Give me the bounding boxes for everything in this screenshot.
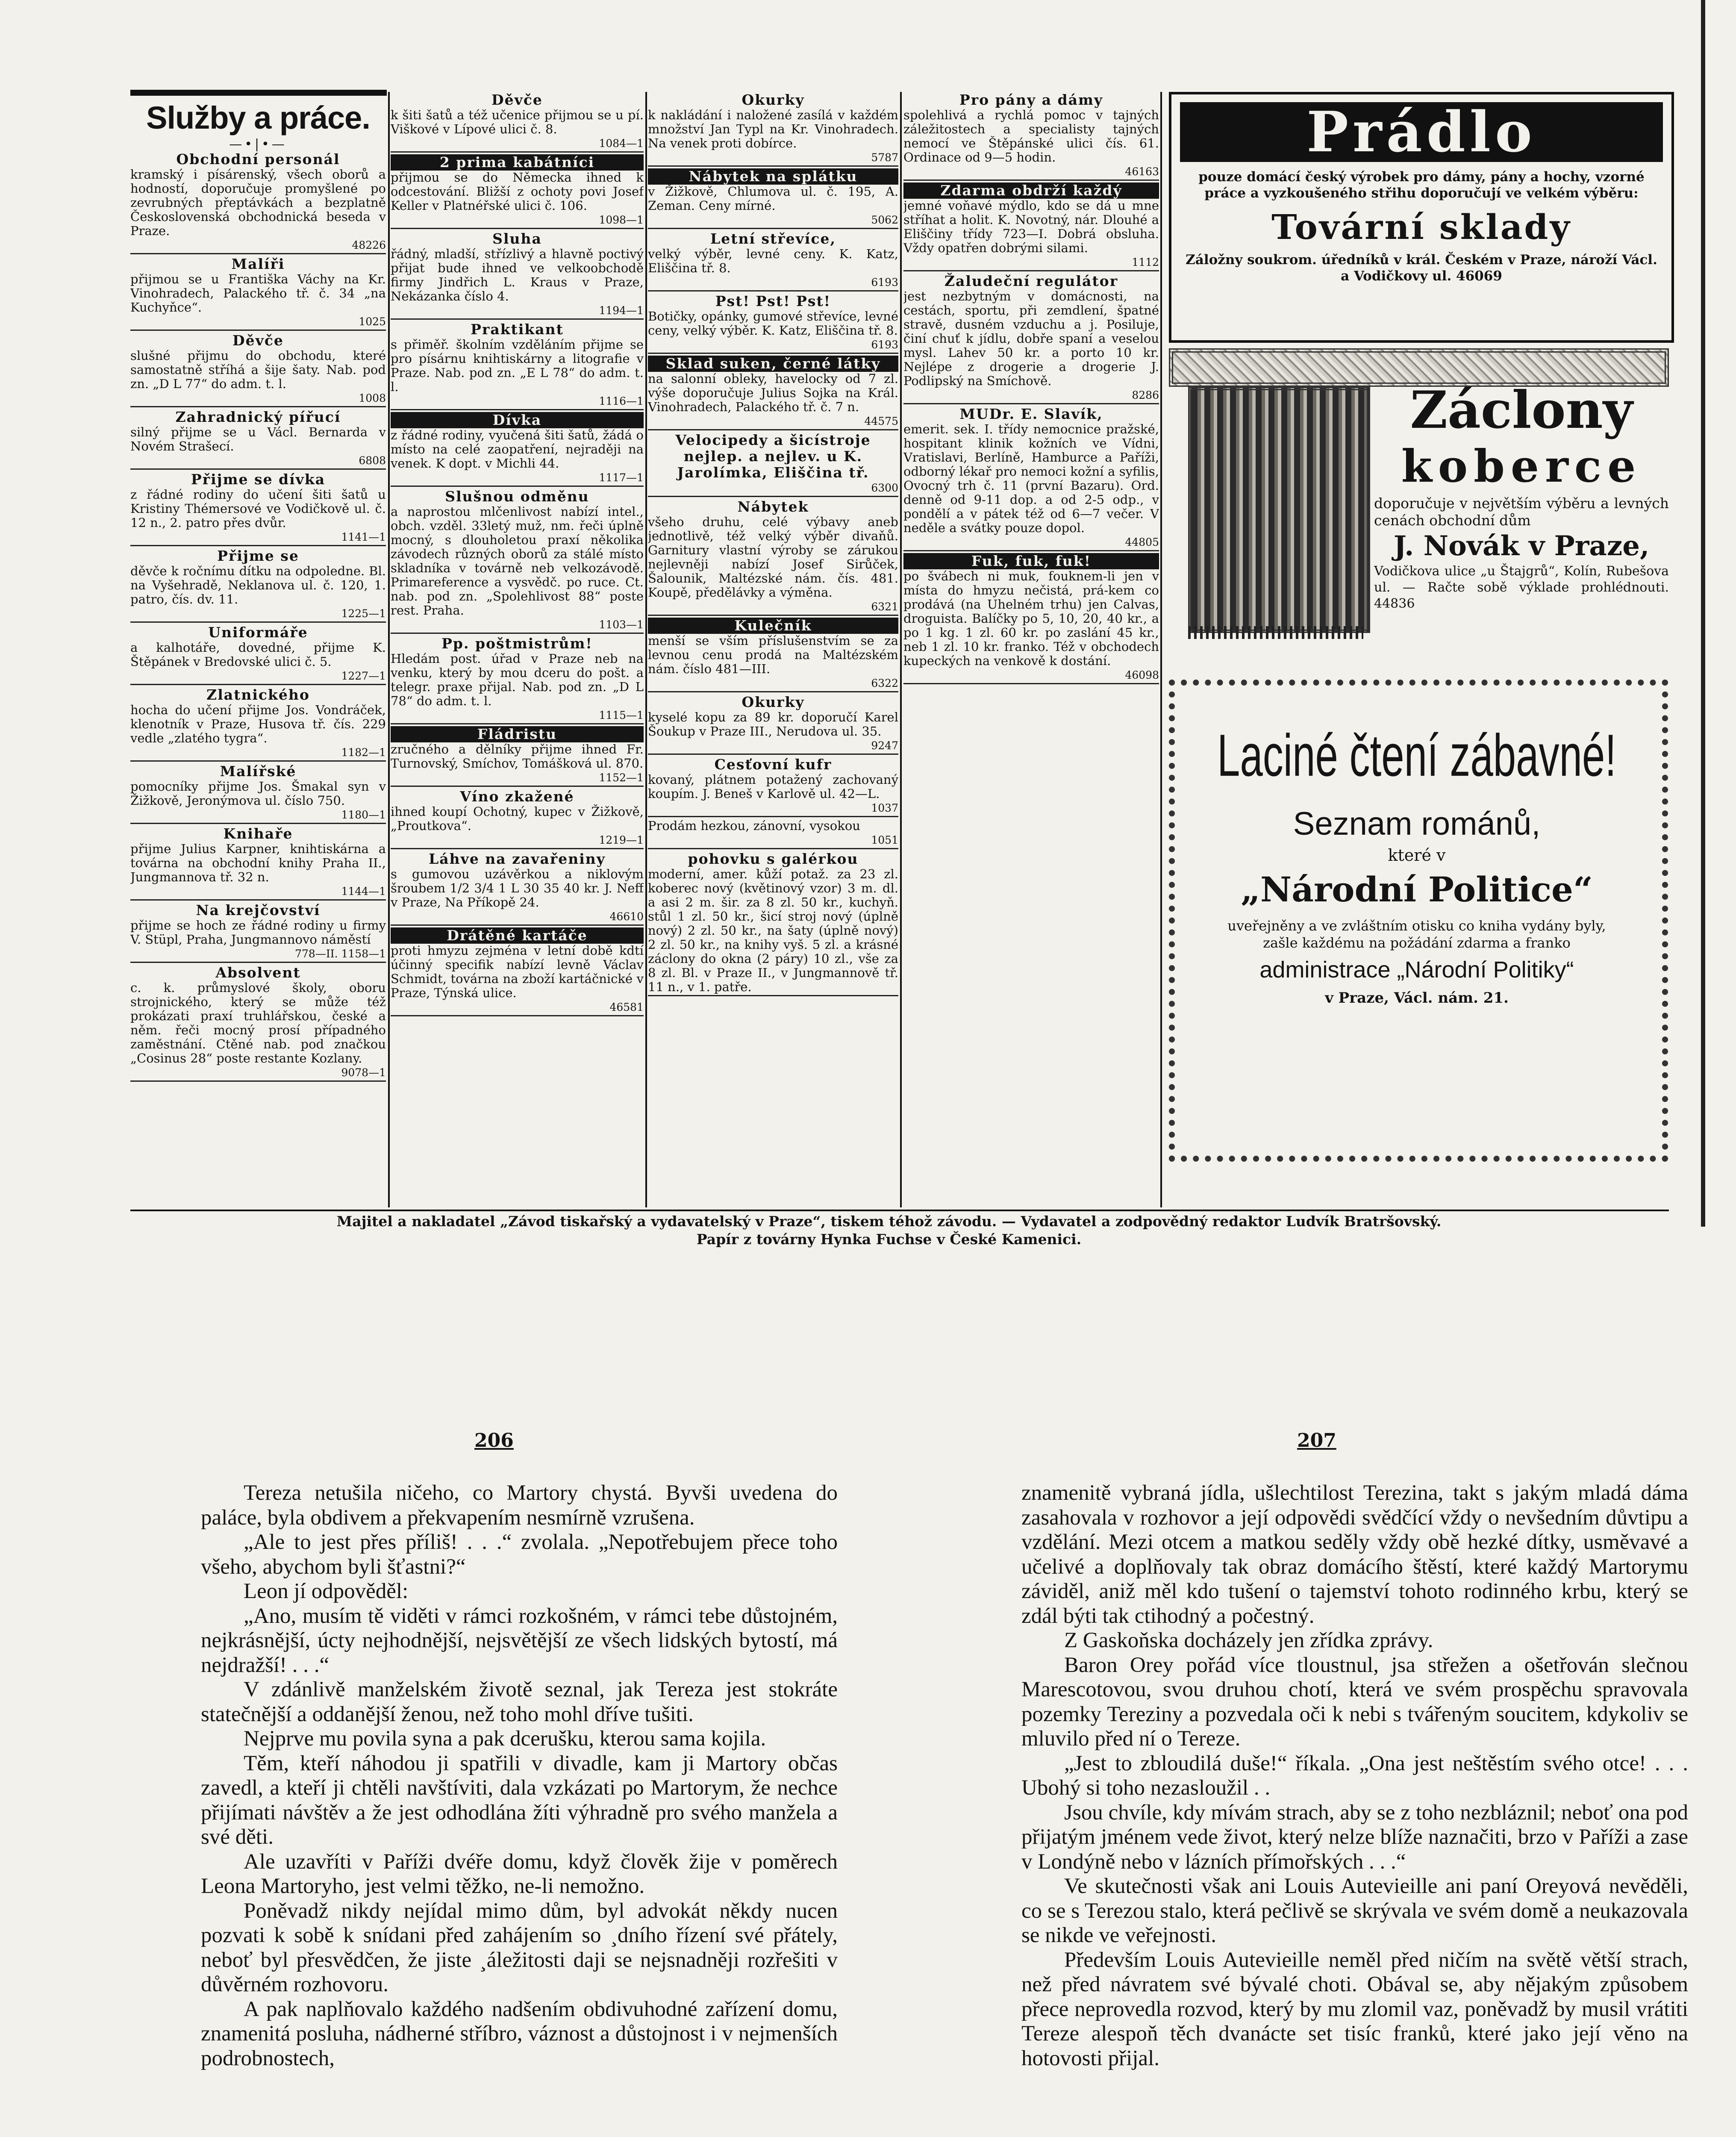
- classified-ad: [130, 256, 386, 331]
- ad-number: 44575: [864, 415, 898, 427]
- paragraph: znamenitě vybraná jídla, ušlechtilost Terezina, takt s jakým mladá dáma zasahovala v rozhovor a její odpovědi svědčící vždy o nevšedním důvtipu a vzdělání. Mezi otcem a matkou seděly vždy obě hezké dítky, usměvavé a učelivé a doplňovaly tak obraz domácího štěstí, které každý Martorymu záviděl, aniž měl kdo tušení o tajemství tohoto rodinného krbu, který se zdál býti tak ctihodný a počestný.: [1021, 1481, 1688, 1628]
- ad-heading: Obchodní personál: [176, 151, 340, 168]
- classified-ad: [903, 406, 1159, 551]
- classified-ad: [130, 471, 386, 546]
- footer-rule: [130, 1210, 1669, 1211]
- ad-body: přijmou se u Františka Váchy na Kr. Vinohradech, Palackého tř. č. 34 „na Kuchyňce“.: [130, 272, 386, 315]
- ad-heading: Sluha: [492, 230, 542, 247]
- cteni-ad: [1197, 709, 1637, 1128]
- ad-body: děvče k ročnímu dítku na odpoledne. Bl. na Vyšehradě, Neklanova ul. č. 120, 1. patro, čís. dv. 11.: [130, 564, 386, 606]
- paragraph: A pak naplňovalo každého nadšením obdivuhodné zařízení domu, znamenitá posluha, nádherné stříbro, váznost a důstojnost i v nejmenších podrobnostech,: [201, 1997, 838, 2070]
- zaclony-addr-text: Vodičkova ulice „u Štajgrů“, Kolín, Rubešova ul. — Račte sobě výklade prohlédnouti.: [1374, 564, 1669, 595]
- ad-number: 1152—1: [599, 771, 644, 784]
- cteni-text: uveřejněny a ve zvláštním otisku co kniha vydány byly, zašle každému na požádání zdarma a franko: [1227, 918, 1606, 951]
- classified-ad: [648, 168, 898, 229]
- ad-heading: Nábytek na splátku: [648, 168, 898, 185]
- classified-ad: [130, 902, 386, 963]
- ad-number: 6300: [871, 482, 898, 494]
- cteni-title: Laciné čtení zábavné!: [1217, 722, 1616, 789]
- ads-column-2: [391, 92, 644, 1203]
- classified-ad: [391, 92, 644, 153]
- ad-number: 1112: [1132, 256, 1159, 268]
- ad-body: proti hmyzu zejména v letní době kdtí účinný specifik nabízí levně Václav Schmidt, továrna na zboží kartáčnické v Praze, Týnská ulice.: [391, 943, 644, 1000]
- classified-ad: [648, 92, 898, 167]
- paragraph: Z Gaskoňska docházely jen zřídka zprávy.: [1064, 1628, 1433, 1652]
- classified-list: [648, 92, 898, 996]
- cteni-admin: administrace „Národní Politiky“: [1259, 957, 1574, 983]
- ad-number: 46163: [1125, 165, 1159, 178]
- zaclony-title: Záclony: [1410, 380, 1633, 440]
- ad-number: 1180—1: [341, 809, 386, 821]
- ad-body: menší se vším příslušenstvím se za levnou cenu prodá na Maltézském nám. číslo 481—III.: [648, 633, 898, 676]
- ad-heading: Okurky: [741, 92, 805, 108]
- classified-ad: [391, 321, 644, 410]
- ad-body: spolehlivá a rychlá pomoc v tajných záležitostech a specialisty tajných nemocí ve Štěpánské ulici čís. 61. Ordinace od 9—5 hodin.: [903, 108, 1159, 165]
- ad-number: 1098—1: [599, 214, 644, 226]
- koberce-title: koberce: [1401, 440, 1642, 492]
- ad-number: 8286: [1132, 389, 1159, 401]
- ad-body: zručného a dělníky přijme ihned Fr. Turnovský, Smíchov, Tomášková ul. 870.: [391, 742, 644, 771]
- classified-ad: [648, 694, 898, 755]
- ad-body: v Žižkově, Chlumova ul. č. 195, A. Zeman. Ceny mírné.: [648, 184, 898, 213]
- zaclony-addr: [1374, 563, 1669, 612]
- ad-number: 1115—1: [599, 709, 644, 721]
- ad-heading: Drátěné kartáče: [391, 927, 644, 944]
- classified-ad: [391, 154, 644, 229]
- classified-ad: [391, 851, 644, 926]
- ad-body: s přiměř. školním vzděláním přijme se pro písárnu knihtiskárny a litografie v Praze. Nab. pod zn. „E L 78“ do adm. t. l.: [391, 337, 644, 394]
- classified-ad: [648, 618, 898, 692]
- ad-heading: Zlatnického: [206, 686, 310, 703]
- classified-ad: [130, 965, 386, 1082]
- imprint-line-1: Majitel a nakladatel „Závod tiskařský a vydavatelský v Praze“, tiskem téhož závodu. — Vydavatel a zodpovědný redaktor Ludvík Bratršovský.: [336, 1213, 1442, 1230]
- ad-heading: Pro pány a dámy: [959, 92, 1103, 108]
- ad-body: z řádné rodiny do učení šiti šatů u Kristiny Thémersové ve Vodičkově ul. č. 12 n., 2. patro přes dvůr.: [130, 487, 386, 530]
- zaclony-text-block: [1374, 380, 1669, 641]
- ad-body: po švábech ni muk, fouknem-li jen v místa do hmyzu nečistá, prá-kem co prodává (na Uhelném trhu) jen Calvas, droguista. Balíčky po 5, 10, 20, 40 kr., a po 1 kg. 1 zl. 60 kr. po zaslání 45 kr., neb 1 zl. 10 kr. franko. Též v obchodech kupeckých na venkově k dostání.: [903, 569, 1159, 668]
- classified-ad: [130, 624, 386, 685]
- classified-ad: [391, 489, 644, 634]
- ad-body: s gumovou uzávěrkou a niklovým šroubem 1/2 3/4 1 L 30 35 40 kr. J. Neff v Praze, Na Příkopě 24.: [391, 867, 644, 910]
- ad-heading: Dívka: [391, 412, 644, 428]
- ad-heading: Přijme se dívka: [191, 471, 326, 488]
- section-title: Služby a práce.: [146, 100, 370, 135]
- zaclony-number: 44836: [1374, 596, 1415, 611]
- ad-body: c. k. průmyslové školy, oboru strojnického, který se může též prokázati praxí truhlářskou, české a něm. řeči mocný prosí případného zaměstnání. Ctěné nab. pod značkou „Cosinus 28“ poste restante Kozlany.: [130, 980, 386, 1066]
- classified-list: [130, 151, 386, 1082]
- classified-ad: [391, 789, 644, 849]
- ad-body: hocha do učení přijme Jos. Vondráček, klenotník v Praze, Husova tř. čís. 229 vedle „zlatého tygra“.: [130, 703, 386, 745]
- ad-body: silný přijme se u Václ. Bernarda v Novém Strašecí.: [130, 425, 386, 453]
- ad-number: 6193: [871, 339, 898, 351]
- ad-number: 1037: [871, 802, 898, 814]
- ad-heading: Děvče: [232, 332, 284, 349]
- ad-heading: Malířské: [220, 763, 297, 780]
- ad-heading: Víno zkažené: [460, 788, 574, 805]
- paragraph: Nejprve mu povila syna a pak dcerušku, kterou sama kojila.: [244, 1727, 766, 1751]
- ad-number: 46098: [1125, 669, 1159, 681]
- ad-body: Prodám hezkou, zánovní, vysokou: [648, 818, 860, 833]
- ad-heading: Velocipedy a šicístroje nejlep. a nejlev. u K. Jarolímka, Eliščina tř.: [675, 432, 871, 481]
- paragraph: Tereza netušila ničeho, co Martory chystá. Byvši uvedena do paláce, byla obdivem a překvapením nesmírně vzrušena.: [201, 1481, 838, 1530]
- paragraph: Poněvadž nikdy nejídal mimo dům, byl advokát někdy nucen pozvati k sobě k snídani před zahájením so ¸dního řízení své přátely, neboť byl přesvědčen, že jiste ¸áležitosti daji se nejsnadněji rozřešiti v důvěrném rozhovoru.: [201, 1899, 838, 1996]
- ad-number: 778—II. 1158—1: [295, 948, 386, 960]
- classified-ad: [648, 293, 898, 354]
- paragraph: Baron Orey pořád více tloustnul, jsa střežen a ošetřován slečnou Marescotovou, svou druhou chotí, která ve svém prospěchu spravovala pozemky Tereziny a pozvedala oči k nebi s tvářeným soucitem, kdykoliv se mluvilo před ní o Tereze.: [1021, 1653, 1688, 1751]
- classified-ad: [903, 553, 1159, 684]
- classified-ad: [391, 726, 644, 787]
- paragraph: Ale uzavříti v Paříži dvéře domu, když člověk žije v poměrech Leona Martoryho, jest velmi těžko, ne-li nemožno.: [201, 1849, 838, 1898]
- paragraph: „Ano, musím tě viděti v rámci rozkošném, v rámci tebe důstojném, nejkrásnější, úcty nejhodnější, nejsvětější ze všech lidských bytostí, má nejdražší! . . .“: [201, 1604, 838, 1677]
- carpet-fringe: [1188, 626, 1363, 639]
- classified-ad: [130, 826, 386, 901]
- ad-number: 9247: [871, 739, 898, 752]
- ad-heading: Absolvent: [215, 964, 301, 981]
- ornament: —•|•—: [229, 137, 287, 152]
- ad-heading: Děvče: [491, 92, 543, 108]
- ad-number: 1182—1: [341, 746, 386, 759]
- classified-ad: [391, 412, 644, 487]
- ad-heading: Fládristu: [391, 726, 644, 742]
- ad-body: přijme Julius Karpner, knihtiskárna a továrna na obchodní knihy Praha II., Jungmannova tř. 32 n.: [130, 842, 386, 884]
- book-page-left: [201, 1481, 838, 2137]
- ad-heading: Okurky: [741, 694, 805, 710]
- classified-ad: [903, 92, 1159, 181]
- ad-heading: Cesťovní kufr: [714, 756, 832, 773]
- ad-body: k nakládání i naložené zasílá v každém množství Jan Typl na Kr. Vinohradech. Na venek proti dobírce.: [648, 108, 898, 150]
- page-number-left: 206: [474, 1430, 514, 1451]
- ad-heading: Knihaře: [223, 825, 293, 842]
- ad-number: 6808: [359, 454, 386, 467]
- ad-number: 1141—1: [341, 531, 386, 543]
- ad-number: 1194—1: [599, 304, 644, 317]
- ad-body: moderní, amer. kůží potaž. za 23 zl. koberec nový (květinový vzor) 3 m. dl. a asi 2 m. šir. za 8 zl. 50 kr., kuchyň. stůl 1 zl. 50 kr., šicí stroj nový (úplně nový) 2 zl. 50 kr., na šaty (úplně nový) 2 zl. 50 kr., na knihy vyš. 5 zl. a krásné záclony do okna (2 páry) 10 zl., vše za 8 zl. Bl. v Praze II., v Jungmannově tř. 11 n., v 1. patře.: [648, 867, 898, 994]
- classified-ad: [648, 432, 898, 497]
- ad-heading: Slušnou odměnu: [445, 488, 589, 505]
- classified-ad: [130, 687, 386, 762]
- ad-heading: Pp. poštmistrům!: [441, 635, 593, 652]
- ad-number: 1008: [359, 392, 386, 404]
- ad-number: 1025: [359, 315, 386, 328]
- pradlo-number: 46069: [1456, 268, 1502, 284]
- ad-body: a kalhotáře, dovedné, přijme K. Štěpánek v Bredovské ulici č. 5.: [130, 640, 386, 669]
- ad-heading: Letní střevíce,: [710, 230, 836, 247]
- ad-heading: Kulečník: [648, 618, 898, 634]
- ad-number: 5787: [871, 151, 898, 164]
- ad-number: 5062: [871, 214, 898, 226]
- ad-heading: MUDr. E. Slavík,: [959, 406, 1103, 422]
- pradlo-ad: [1169, 92, 1674, 343]
- ad-body: velký výběr, levné ceny. K. Katz, Eliščina tř. 8.: [648, 247, 898, 275]
- classified-ad: [130, 333, 386, 407]
- column-divider: [388, 92, 390, 1207]
- ads-column-3: [648, 92, 898, 1203]
- classified-list: [391, 92, 644, 1016]
- classified-list: [903, 92, 1159, 684]
- ad-body: a naprostou mlčenlivost nabízí intel., obch. vzděl. 33letý muž, nm. řeči úplně mocný, s dlouholetou praxí několika závodech různých oborů za stálé místo skladníka v továrně neb velkozávodě. Primareference a vysvědč. po ruce. Ct. nab. pod zn. „Spolehlivost 88“ poste rest. Praha.: [391, 504, 644, 618]
- paragraph: Jsou chvíle, kdy mívám strach, aby se z toho nezbláznil; neboť ona pod přijatým jménem vede život, který nelze blíže naznačiti, brzo v Paříži a zase v Londýně nebo v lázních přímořských . . .“: [1021, 1800, 1688, 1874]
- imprint-line-2: Papír z továrny Hynka Fuchse v České Kamenici.: [696, 1231, 1082, 1248]
- ad-number: 1103—1: [599, 618, 644, 631]
- pradlo-foot: [1182, 252, 1661, 284]
- ad-number: 1144—1: [341, 885, 386, 898]
- ad-body: emerit. sek. I. třídy nemocnice pražské, hospitant klinik kožních ve Vídni, Vratislavi, Berlíně, Hamburce a Paříži, odborný lékař pro nemoci kožní a syfilis, Ovocný trh č. 11 (první Bazaru). Ord. denně od 9-11 dop. a od 2-5 odp., v pondělí a v pátek též od 6—7 večer. V neděle a svátky pouze dopol.: [903, 422, 1159, 535]
- classified-ad: [130, 548, 386, 623]
- classified-ad: [648, 499, 898, 616]
- ad-number: 46610: [609, 910, 644, 923]
- classified-ad: [903, 182, 1159, 271]
- classified-ad: [130, 763, 386, 824]
- classified-ad: [903, 273, 1159, 404]
- paragraph: V zdánlivě manželském životě seznal, jak Tereza jest stokráte statečnější a oddanější ženou, než toho mohl dříve tušiti.: [201, 1678, 838, 1726]
- ad-number: 1051: [871, 834, 898, 846]
- ad-body: z řádné rodiny, vyučená šiti šatů, žádá o místo na celé zaopatření, nejraději na venek. K dopt. v Michli 44.: [391, 428, 644, 471]
- ad-number: 6321: [871, 600, 898, 613]
- classified-ad: [391, 927, 644, 1016]
- ad-body: jest nezbytným v domácnosti, na cestách, sportu, při zemdlení, špatné stravě, dusném vzduchu a j. Posiluje, činí chuť k jídlu, dobře spaní a veselou mysl. Lahev 50 kr. a porto 10 kr. Nejlépe z drogerie a drogerie J. Podlipský na Smíchově.: [903, 289, 1159, 388]
- ad-heading: Malíři: [231, 256, 285, 272]
- ad-heading: Praktikant: [471, 321, 564, 338]
- ad-number: 6322: [871, 677, 898, 689]
- ad-heading: Pst! Pst! Pst!: [715, 293, 831, 309]
- classified-ad: [391, 231, 644, 320]
- classified-ad: [648, 756, 898, 817]
- paragraph: „Jest to zbloudilá duše!“ říkala. „Ona jest neštěstím svého otce! . . . Ubohý si toho nezasloužil . .: [1021, 1751, 1688, 1800]
- ad-heading: Žaludeční regulátor: [944, 273, 1118, 289]
- ad-heading: Na krejčovství: [196, 902, 321, 918]
- ad-body: přijme se hoch ze řádné rodiny u firmy V. Stüpl, Praha, Jungmannovo náměstí: [130, 918, 386, 947]
- ad-number: 9078—1: [341, 1066, 386, 1079]
- classified-ad: [648, 231, 898, 291]
- paragraph: Leon jí odpověděl:: [244, 1579, 409, 1603]
- ads-column-1: [130, 92, 386, 1203]
- ad-heading: Uniformáře: [208, 624, 308, 641]
- ad-body: k šiti šatů a též učenice přijmou se u pí. Viškové v Lípové ulici č. 8.: [391, 108, 644, 136]
- ad-number: 46581: [609, 1001, 644, 1013]
- column-divider: [645, 92, 647, 1207]
- ad-heading: Sklad suken, černé látky: [648, 356, 898, 372]
- cteni-addr: v Praze, Václ. nám. 21.: [1325, 989, 1509, 1007]
- carpet-illustration: [1188, 387, 1370, 633]
- ad-heading: Nábytek: [737, 498, 809, 515]
- ad-body: Hledám post. úřad v Praze neb na venku, který by mou dceru do pošt. a telegr. praxe přijal. Nab. pod zn. „D L 78“ do adm. t. l.: [391, 651, 644, 708]
- ad-body: přijmou se do Německa ihned k odcestování. Bližší z ochoty povi Josef Keller v Platnéřské ulici č. 106.: [391, 170, 644, 213]
- column-divider: [900, 92, 902, 1207]
- ad-number: 44805: [1125, 536, 1159, 548]
- ad-body: jemné voňavé mýdlo, kdo se dá u mne stříhat a holit. K. Novotný, nár. Dlouhé a Eliščiny třídy 723—I. Dobrá obsluha. Vždy opatřen dobrými silami.: [903, 198, 1159, 255]
- ad-body: všeho druhu, celé výbavy aneb jednotlivě, též velký výběr divaňů. Garnitury vlastní výroby se zárukou nejlevněji nabízí Josef Sirůček, Šalounik, Maltézské nám. čís. 481. Koupě, předělávky a výměna.: [648, 515, 898, 600]
- classified-ad: [130, 151, 386, 254]
- ad-heading: pohovku s galérkou: [688, 851, 859, 867]
- column-divider: [1160, 92, 1162, 1207]
- ad-number: 6193: [871, 276, 898, 288]
- classified-ad: [648, 851, 898, 996]
- classified-ad: [648, 356, 898, 430]
- frame-right-border: [1701, 0, 1705, 1227]
- ad-number: 1219—1: [599, 834, 644, 846]
- ad-body: řádný, mladší, střízlivý a hlavně poctivý přijat bude ihned ve velkoobchodě firmy Jindřich L. Kraus v Praze, Nekázanka číslo 4.: [391, 247, 644, 303]
- cteni-sub: Seznam románů,: [1293, 806, 1541, 842]
- cteni-paper: „Národní Politice“: [1241, 869, 1593, 910]
- ads-column-4: [903, 92, 1159, 1203]
- cteni-mid: které v: [1388, 846, 1446, 865]
- ad-heading: 2 prima kabátníci: [391, 154, 644, 171]
- classified-ad: [130, 409, 386, 470]
- ad-heading: Láhve na zavařeniny: [429, 851, 606, 867]
- page-number-right: 207: [1297, 1430, 1336, 1451]
- zaclony-text: doporučuje v největším výběru a levných cenách obchodní dům: [1374, 495, 1669, 529]
- pradlo-text: pouze domácí český výrobek pro dámy, pány a hochy, vzorné práce a vyzkoušeného střihu doporučují ve velkém výběru:: [1198, 169, 1645, 201]
- ad-body: na salonní obleky, havelocky od 7 zl. výše doporučuje Julius Sojka na Král. Vinohradech, Palackého tř. č. 7 n.: [648, 371, 898, 414]
- ad-body: kovaný, plátnem potažený zachovaný koupím. J. Beneš v Karlově ul. 42—L.: [648, 772, 898, 801]
- ad-body: slušné přijmu do obchodu, které samostatně stříhá a šije šaty. Nab. pod zn. „D L 77“ do adm. t. l.: [130, 348, 386, 391]
- pradlo-foot-text: Záložny soukrom. úředníků v král. Českém v Praze, nároží Václ. a Vodičkovy ul.: [1186, 252, 1657, 284]
- ad-number: 1084—1: [599, 137, 644, 150]
- ad-body: Botičky, opánky, gumové střevíce, levné ceny, velký výběr. K. Katz, Eliščina tř. 8.: [648, 309, 898, 338]
- ad-body: kyselé kopu za 89 kr. doporučí Karel Šoukup v Praze III., Nerudova ul. 35.: [648, 710, 898, 739]
- ad-body: ihned koupí Ochotný, kupec v Žižkově, „Proutkova“.: [391, 804, 644, 833]
- ad-number: 1227—1: [341, 670, 386, 682]
- ad-heading: Zdarma obdrží každý: [903, 182, 1159, 199]
- ad-body: pomocníky přijme Jos. Šmakal syn v Žižkově, Jeronýmova ul. číslo 750.: [130, 779, 386, 808]
- book-page-right: [1021, 1481, 1688, 2137]
- pradlo-title: Prádlo: [1180, 102, 1663, 162]
- paragraph: Především Louis Autevieille neměl před ničím na světě větší strach, než před návratem své bývalé choti. Obával se, aby nějakým způsobem přece neprovedla rozvod, který by mu zlomil vaz, poněvadž by musil vrátiti Tereze alespoň těch dvanácte set tisíc franků, které jako její věno na hotovosti přijal.: [1021, 1948, 1688, 2070]
- ad-heading: Přijme se: [217, 547, 299, 564]
- zaclony-firm: J. Novák v Praze,: [1393, 530, 1650, 562]
- ad-number: 48226: [352, 239, 386, 251]
- classified-ad: [648, 819, 898, 849]
- ad-body: kramský i písárenský, všech oborů a hodností, doporučuje promyšlené po zevrubných přeptávkách a bezplatně Československá obchodnická beseda v Praze.: [130, 167, 386, 238]
- pradlo-sub: Tovární sklady: [1271, 207, 1571, 247]
- paragraph: Těm, kteří náhodou ji spatřili v divadle, kam ji Martory občas zavedl, a kteří ji chtěli navštíviti, dala vzkázati po Martorym, že nechce přijímati návštěv a že jest odhodlána žíti výhradně pro svého manžela a své děti.: [201, 1751, 838, 1849]
- ad-number: 1225—1: [341, 607, 386, 620]
- classified-ad: [391, 636, 644, 724]
- ad-number: 1116—1: [599, 395, 644, 407]
- ad-heading: Zahradnický pířucí: [175, 409, 341, 425]
- ad-number: 1117—1: [599, 471, 644, 484]
- paragraph: Ve skutečnosti však ani Louis Autevieille ani paní Oreyová nevěděli, co se s Terezou stalo, která pečlivě se skrývala ve svém domě a neukazovala se nikde ve veřejnosti.: [1021, 1874, 1688, 1947]
- ad-heading: Fuk, fuk, fuk!: [903, 553, 1159, 569]
- paragraph: „Ale to jest přes příliš! . . .“ zvolala. „Nepotřebujem přece toho všeho, abychom byli šťastni?“: [201, 1530, 838, 1579]
